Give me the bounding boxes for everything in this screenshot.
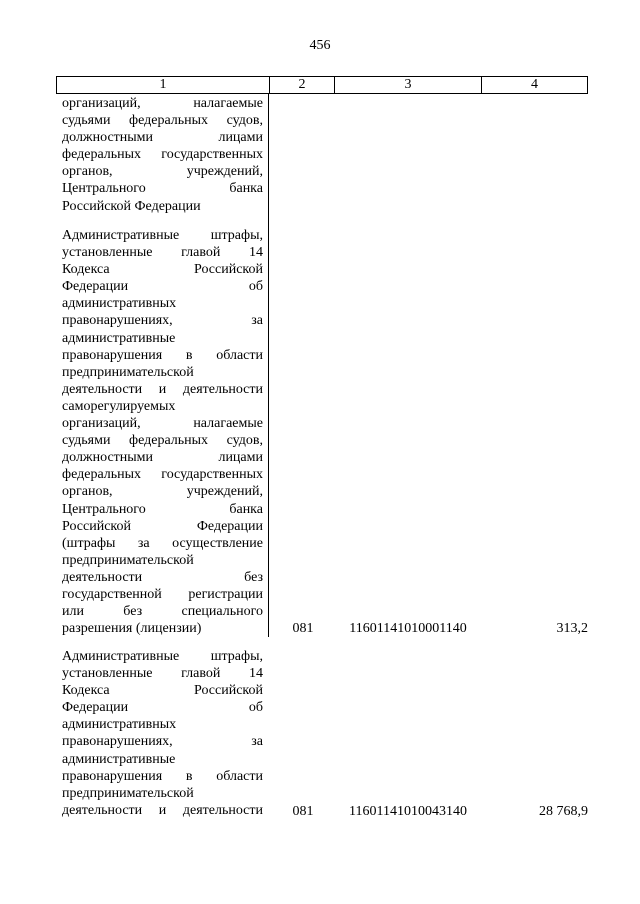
text-line: должностными лицами [62,450,263,466]
header-col-3: 3 [335,77,482,93]
text-line: административные [62,751,176,767]
text-line: деятельности без [62,569,263,585]
text-line: Центрального банка [62,181,263,197]
text-line: установленные главой 14 [62,666,263,682]
header-col-4: 4 [531,77,538,92]
text-line: судьями федеральных судов, [62,433,263,449]
text-line: деятельности и деятельности [62,802,263,818]
admin-code: 081 [292,621,314,636]
text-line: организаций, налагаемые [62,416,263,432]
text-line: федеральных государственных [62,467,263,483]
row-description-2 [62,648,263,819]
text-line: Административные штрафы, [62,228,263,243]
text-line: Федерации об [62,279,263,295]
text-line: правонарушениях, за [62,313,263,329]
text-line: Центрального банка [62,501,263,517]
table-header [56,76,588,94]
text-line: судьями федеральных судов, [62,113,263,129]
column-divider [268,94,269,637]
text-line: (штрафы за осуществление [62,535,263,551]
text-line: должностными лицами [62,130,263,146]
text-line: установленные главой 14 [62,245,263,261]
text-line: правонарушения в области [62,347,263,363]
text-line: органов, учреждений, [62,484,263,500]
text-line: правонарушениях, за [62,734,263,750]
budget-code: 11601141010043140 [349,804,467,819]
text-line: Административные штрафы, [62,649,263,664]
amount: 313,2 [556,621,588,636]
admin-code: 081 [292,804,314,819]
text-line: административные [62,330,176,346]
amount: 28 768,9 [539,804,588,819]
page-number: 456 [309,38,331,53]
text-line: предпринимательской [62,785,194,801]
text-line: или без специального [62,604,263,620]
row-description-0 [62,95,263,215]
text-line: саморегулируемых [62,398,176,414]
text-line: Кодекса Российской [62,262,263,278]
text-line: федеральных государственных [62,147,263,163]
budget-code: 11601141010001140 [349,621,467,636]
text-line: организаций, налагаемые [62,96,263,111]
text-line: Российской Федерации [62,518,263,534]
text-line: деятельности и деятельности [62,381,263,397]
text-line: предпринимательской [62,364,194,380]
header-col-2: 2 [270,77,335,93]
text-line: органов, учреждений, [62,164,263,180]
text-line: предпринимательской [62,552,194,568]
text-line: Федерации об [62,700,263,716]
header-col-1: 1 [57,77,270,93]
row-description-1 [62,227,263,637]
text-line: разрешения (лицензии) [62,621,202,637]
text-line: административных [62,717,177,733]
text-line: правонарушения в области [62,768,263,784]
text-line: административных [62,296,177,312]
text-line: Российской Федерации [62,198,201,214]
text-line: государственной регистрации [62,586,263,602]
text-line: Кодекса Российской [62,683,263,699]
